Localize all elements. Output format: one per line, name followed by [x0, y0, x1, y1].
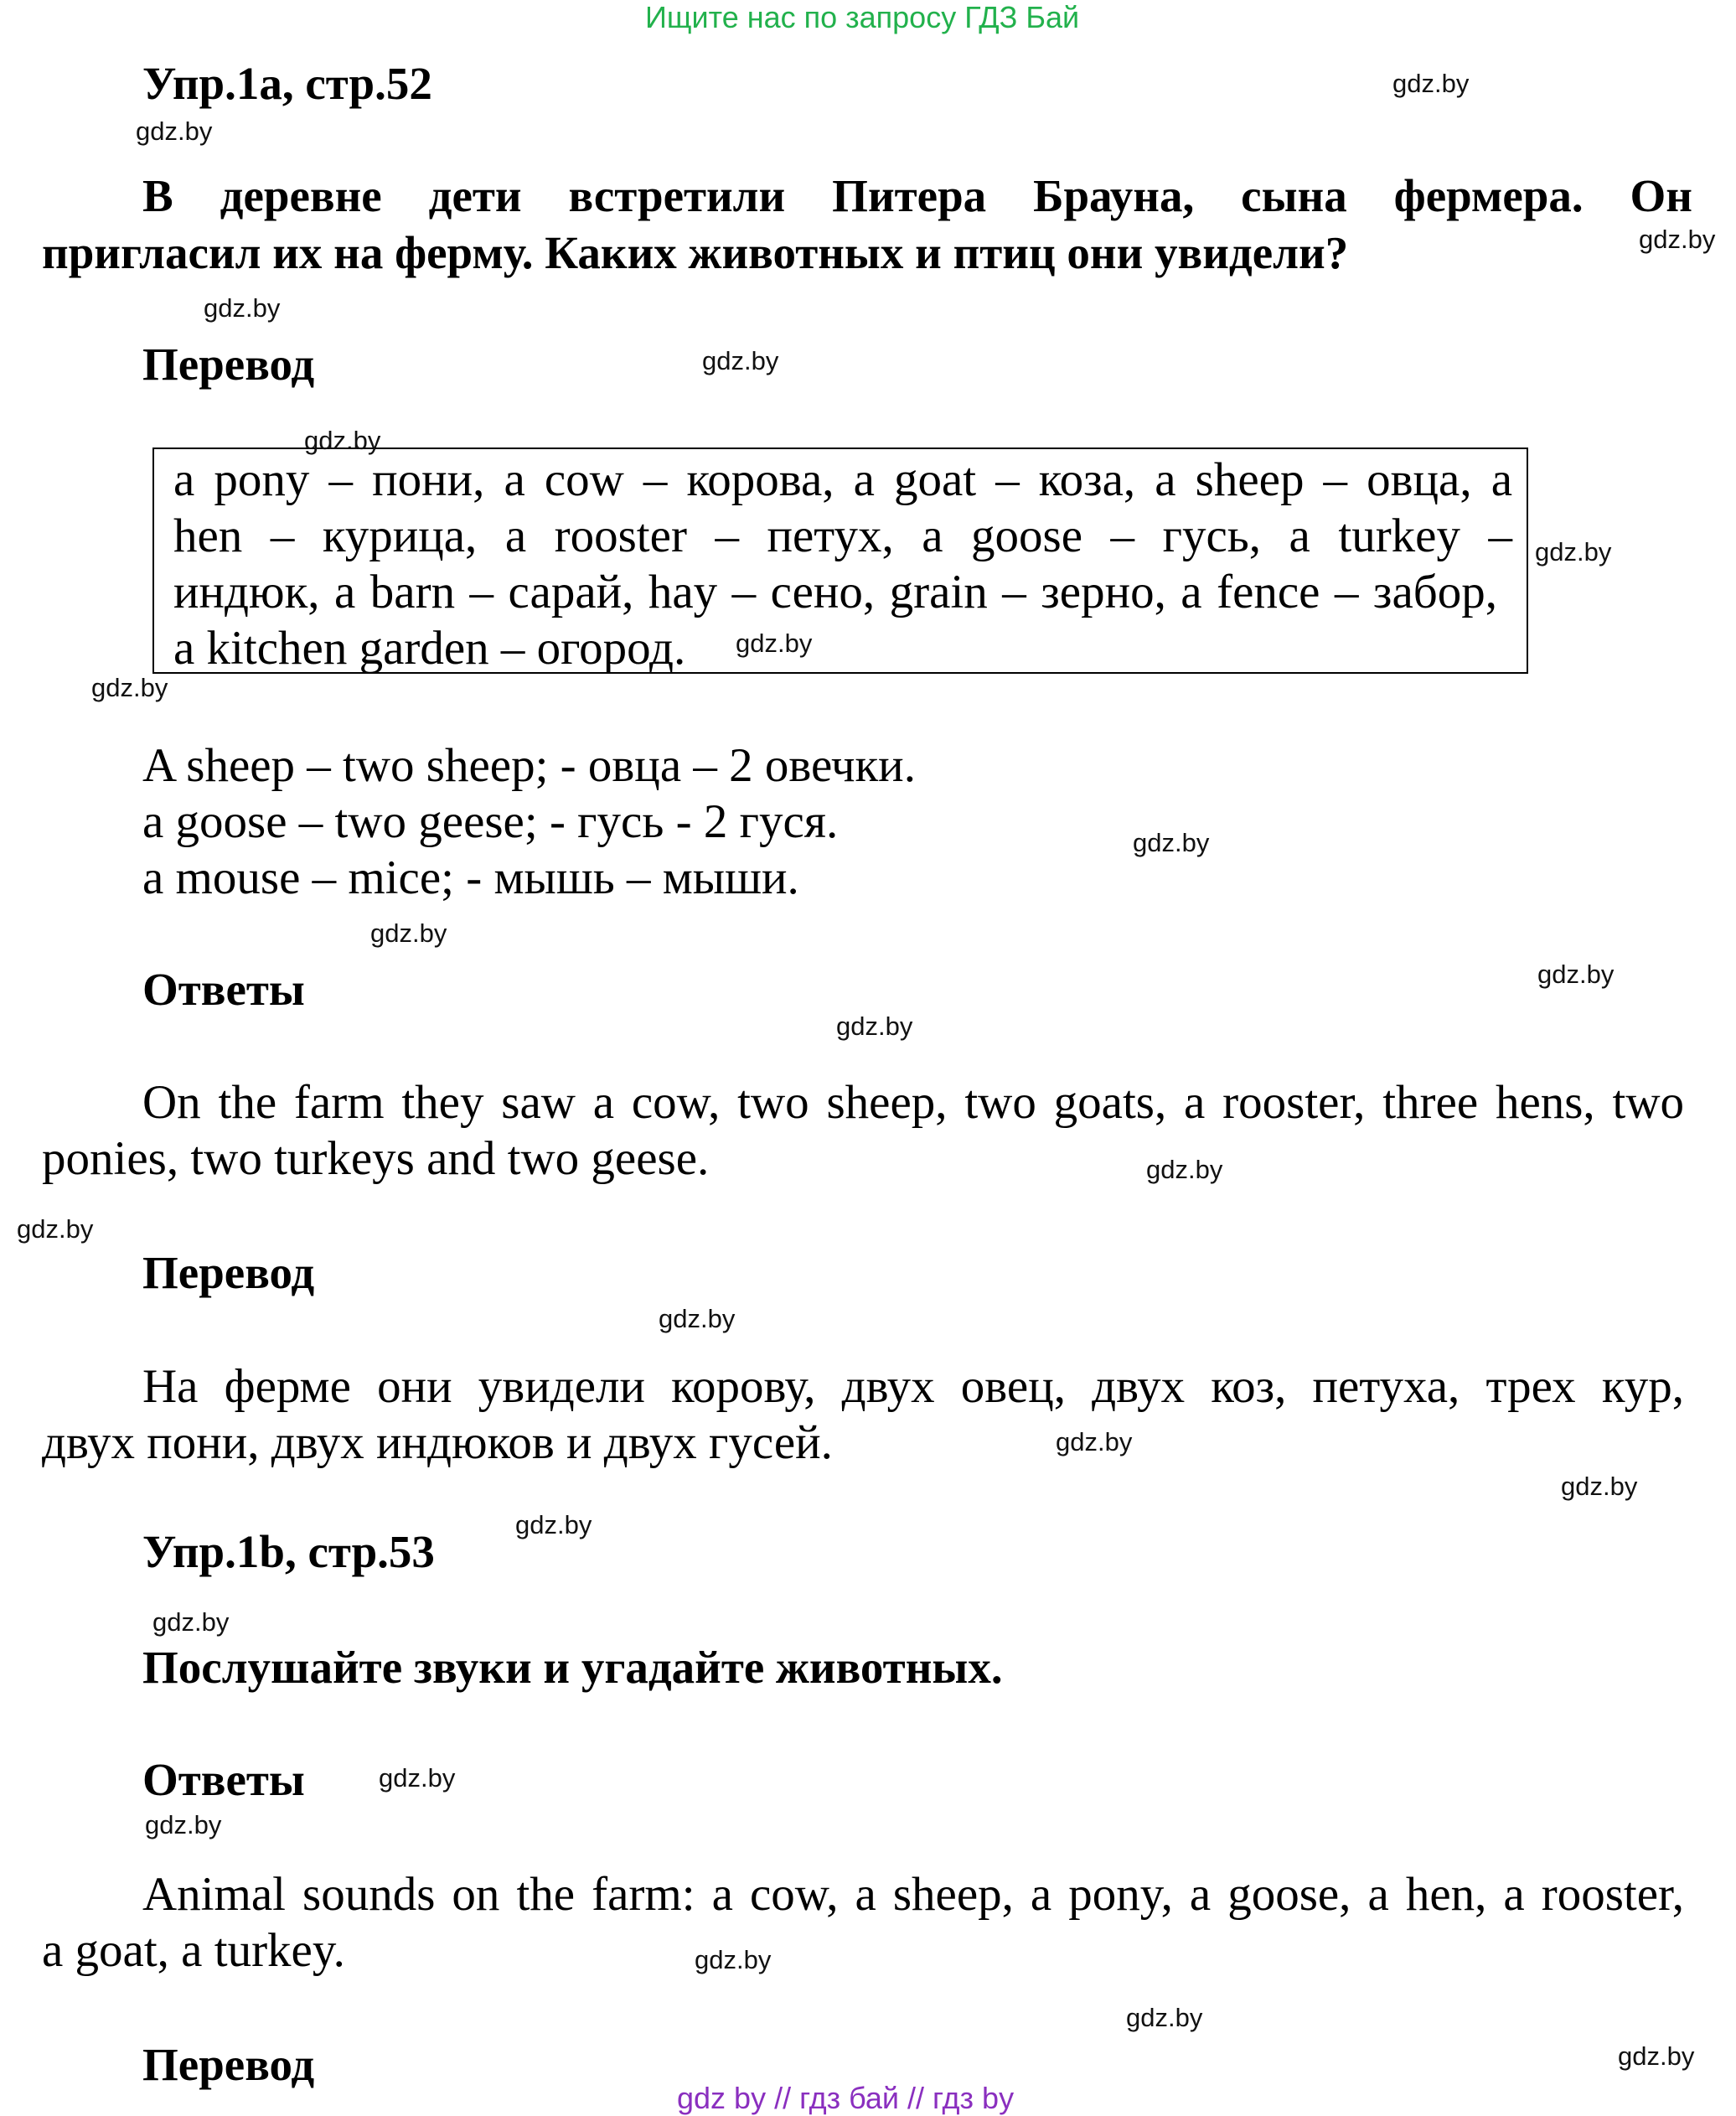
- plural-line-1: A sheep – two sheep; - овца – 2 овечки.: [142, 739, 916, 792]
- watermark: gdz.by: [702, 346, 779, 375]
- exercise-1b-title: Упр.1b, стр.53: [142, 1526, 435, 1577]
- exercise-1b-task: Послушайте звуки и угадайте животных.: [142, 1642, 1003, 1693]
- watermark: gdz.by: [1561, 1472, 1638, 1501]
- translation-line-2: двух пони, двух индюков и двух гусей.: [42, 1416, 833, 1469]
- translation-line-1: На ферме они увидели корову, двух овец, двух коз, петуха, трех кур,: [142, 1360, 1684, 1413]
- watermark: gdz.by: [1639, 225, 1716, 254]
- answer-1b-line-1: Animal sounds on the farm: a cow, a sheep, a pony, a goose, a hen, a rooster,: [142, 1868, 1684, 1921]
- watermark: gdz.by: [836, 1011, 913, 1041]
- watermark: gdz.by: [1056, 1427, 1133, 1456]
- vocabulary-line-1: a pony – пони, a cow – корова, a goat – коза, a sheep – овца, a: [173, 453, 1512, 506]
- answer-line-1: On the farm they saw a cow, two sheep, two goats, a rooster, three hens, two: [142, 1076, 1684, 1129]
- plural-line-2: a goose – two geese; - гусь - 2 гуся.: [142, 795, 839, 848]
- exercise-1a-task-line-1: В деревне дети встретили Питера Брауна, сына фермера. Он: [142, 170, 1692, 221]
- watermark: gdz.by: [1392, 69, 1470, 98]
- plural-line-3: a mouse – mice; - мышь – мыши.: [142, 851, 799, 904]
- vocabulary-line-3: индюк, a barn – сарай, hay – сено, grain – зерно, a fence – забор,: [173, 566, 1497, 618]
- watermark: gdz.by: [370, 918, 447, 948]
- watermark: gdz.by: [1535, 537, 1612, 567]
- vocabulary-line-4: a kitchen garden – огород.: [173, 622, 686, 675]
- answer-1b-line-2: a goat, a turkey.: [42, 1924, 345, 1977]
- watermark: gdz.by: [1126, 2003, 1203, 2032]
- watermark: gdz.by: [136, 116, 213, 146]
- top-banner[interactable]: Ищите нас по запросу ГДЗ Бай: [645, 0, 1080, 34]
- translation-heading-3: Перевод: [142, 2039, 315, 2090]
- translation-heading: Перевод: [142, 339, 315, 390]
- watermark: gdz.by: [17, 1214, 94, 1244]
- answers-heading-2: Ответы: [142, 1754, 305, 1805]
- watermark: gdz.by: [204, 293, 281, 323]
- watermark: gdz.by: [145, 1810, 222, 1839]
- watermark: gdz.by: [91, 673, 168, 702]
- watermark: gdz.by: [304, 426, 381, 455]
- bottom-banner[interactable]: gdz by // гдз бай // гдз by: [677, 2081, 1015, 2115]
- watermark: gdz.by: [1146, 1155, 1223, 1184]
- watermark: gdz.by: [1537, 960, 1615, 989]
- vocabulary-line-2: hen – курица, a rooster – петух, a goose – гусь, a turkey –: [173, 510, 1512, 562]
- answers-heading: Ответы: [142, 964, 305, 1015]
- watermark: gdz.by: [1133, 828, 1210, 857]
- translation-heading-2: Перевод: [142, 1247, 315, 1298]
- watermark: gdz.by: [515, 1510, 592, 1539]
- watermark: gdz.by: [736, 629, 813, 658]
- exercise-1a-title: Упр.1a, стр.52: [142, 58, 432, 109]
- exercise-1a-task-line-2: пригласил их на ферму. Каких животных и птиц они увидели?: [42, 227, 1349, 278]
- watermark: gdz.by: [695, 1945, 772, 1974]
- answer-line-2: ponies, two turkeys and two geese.: [42, 1132, 710, 1185]
- watermark: gdz.by: [152, 1607, 230, 1637]
- watermark: gdz.by: [379, 1763, 456, 1793]
- watermark: gdz.by: [659, 1304, 736, 1333]
- watermark: gdz.by: [1618, 2041, 1695, 2071]
